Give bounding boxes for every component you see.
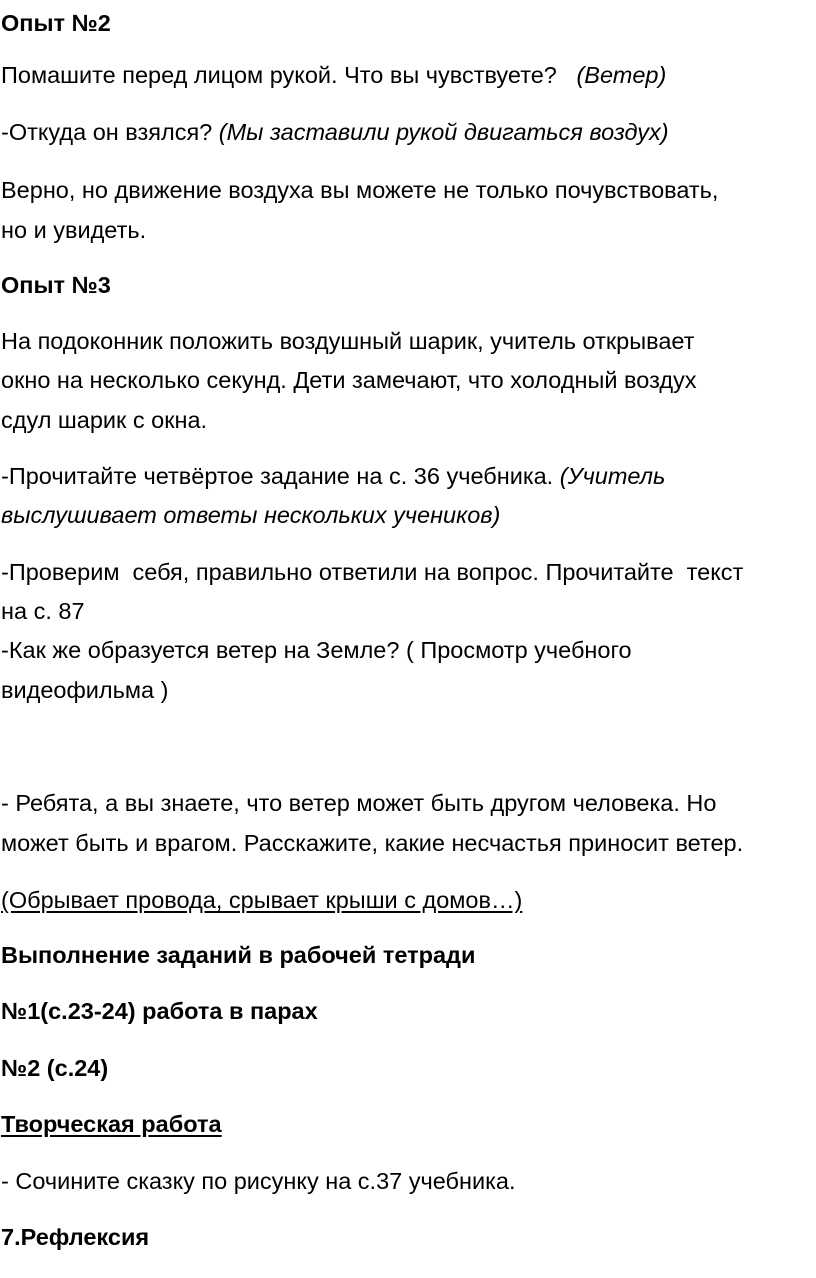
answer-note: (Ветер) [576,62,667,88]
experiment-3-paragraph-line-2: окно на несколько секунд. Дети замечают, что холодный воздух [1,367,697,393]
creative-work-task: - Сочините сказку по рисунку на с.37 учебника. [1,1168,516,1194]
discussion-answer: (Обрывает провода, срывает крыши с домов…) [1,887,523,913]
experiment-2-question-2 [1,113,669,152]
experiment-3-paragraph-line-1: На подоконник положить воздушный шарик, учитель открывает [1,328,695,354]
question-text: Помашите перед лицом рукой. Что вы чувствуете? [1,62,577,88]
task-note: (Учитель [559,463,666,489]
experiment-2-paragraph-line-1: Верно, но движение воздуха вы можете не только почувствовать, [1,177,719,203]
creative-work-heading: Творческая работа [1,1111,222,1137]
experiment-2-paragraph-line-2: но и увидеть. [1,217,147,243]
check-line-2: на с. 87 [1,598,85,624]
experiment-3-heading: Опыт №3 [1,272,111,298]
reflection-heading: 7.Рефлексия [1,1224,150,1250]
wind-question-line-2: видеофильма ) [1,677,169,703]
workbook-task-2: №2 (с.24) [1,1055,109,1081]
workbook-task-1: №1(с.23-24) работа в парах [1,998,318,1024]
wind-question-line-1: -Как же образуется ветер на Земле? ( Просмотр учебного [1,637,632,663]
check-line-1: -Проверим себя, правильно ответили на вопрос. Прочитайте текст [1,559,744,585]
experiment-2-heading: Опыт №2 [1,10,111,36]
reading-task-line-2: выслушивает ответы нескольких учеников) [1,502,501,528]
answer-note: (Мы заставили рукой двигаться воздух) [218,119,669,145]
reading-task-line-1 [1,457,665,496]
experiment-2-question-1 [1,56,666,95]
workbook-heading: Выполнение заданий в рабочей тетради [1,942,476,968]
question-text: -Откуда он взялся? [1,119,219,145]
discussion-line-2: может быть и врагом. Расскажите, какие несчастья приносит ветер. [1,830,744,856]
discussion-line-1: - Ребята, а вы знаете, что ветер может быть другом человека. Но [1,790,717,816]
task-text: -Прочитайте четвёртое задание на с. 36 учебника. [1,463,560,489]
experiment-3-paragraph-line-3: сдул шарик с окна. [1,407,208,433]
